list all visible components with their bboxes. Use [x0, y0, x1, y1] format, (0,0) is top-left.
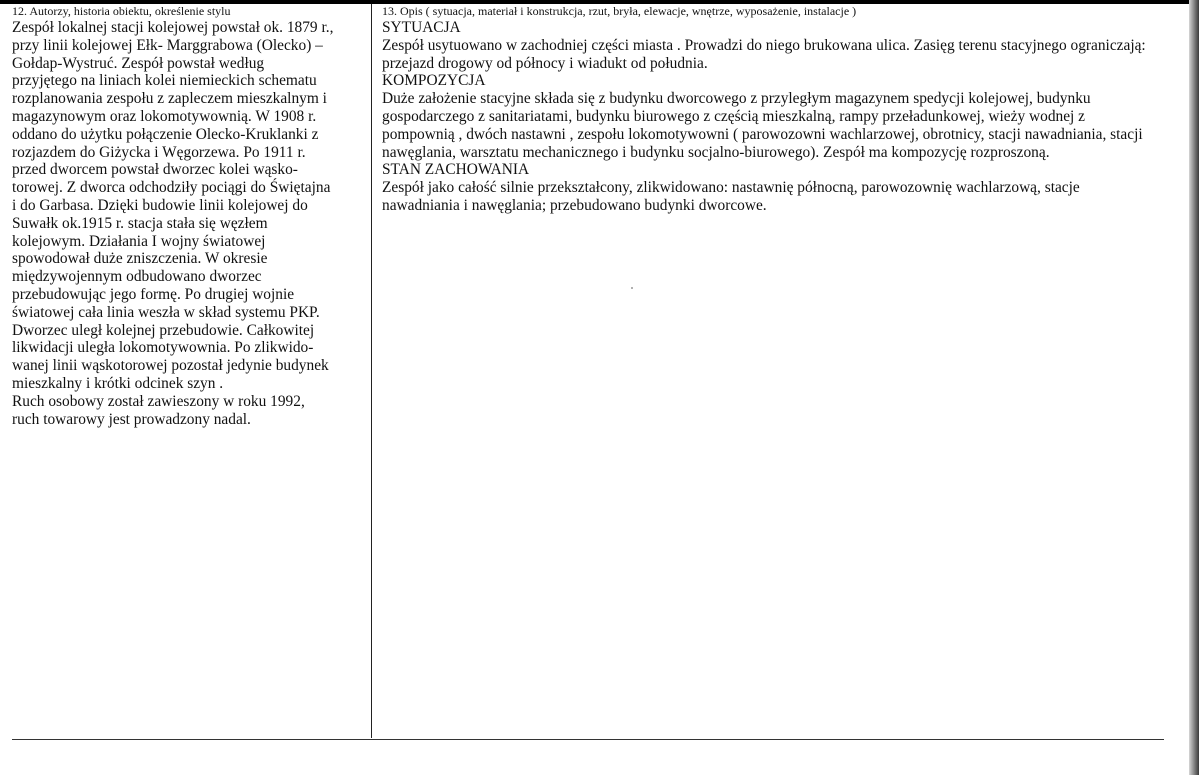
section-heading: STAN ZACHOWANIA [382, 161, 530, 179]
history-line: likwidacji uległa lokomotywownia. Po zlikwido- [12, 339, 314, 357]
history-line: światowej cała linia weszła w skład systemu PKP. [12, 303, 320, 321]
history-line: i do Garbasa. Dzięki budowie linii kolejowej do [12, 196, 308, 214]
section-heading: KOMPOZYCJA [382, 72, 486, 90]
history-line: oddano do użytku połączenie Olecko-Kruklanki z [12, 125, 319, 143]
history-line: przy linii kolejowej Ełk- Marggrabowa (Olecko) – [12, 36, 323, 54]
form-bottom-rule [12, 739, 1164, 740]
section-body: Zespół usytuowano w zachodniej części miasta . Prowadzi do niego brukowana ulica. Zasięg terenu stacyjnego ograniczają: przejazd drogowy od północy i wiadukt od południa. [382, 36, 1146, 72]
section-composition [382, 72, 1188, 161]
field-13-header: 13. Opis ( sytuacja, materiał i konstrukcja, rzut, bryła, elewacje, wnętrze, wyposażenie, instalacje ) [382, 4, 857, 18]
history-line: Dworzec uległ kolejnej przebudowie. Całkowitej [12, 321, 315, 339]
section-body: Duże założenie stacyjne składa się z budynku dworcowego z przyległym magazynem spedycji kolejowej, budynku gospodarczego z sanitariatami, budynku biurowego z częścią mieszkalną, rampy przeładunkowej, wieży wodnej z pompownią , dwóch nastawni , zespołu lokomotywowni ( parowozowni wachlarzowej, obrotnicy, stacji nawadniania, stacji nawęglania, warsztatu mechanicznego i budynku socjalno-biurowego). Zespół ma kompozycję rozproszoną. [382, 90, 1143, 161]
history-line: Zespół lokalnej stacji kolejowej powstał ok. 1879 r., [12, 19, 334, 36]
section-situation [382, 19, 1188, 72]
history-line: międzywojennym odbudowano dworzec [12, 268, 262, 286]
history-line: rozplanowania zespołu z zapleczem mieszkalnym i [12, 90, 327, 108]
section-heading: SYTUACJA [382, 19, 461, 36]
history-text [12, 19, 370, 428]
field-12-header: 12. Autorzy, historia obiektu, określenie stylu [12, 4, 231, 18]
history-line: rozjazdem do Giżycka i Węgorzewa. Po 1911 r. [12, 143, 306, 161]
history-line: torowej. Z dworca odchodziły pociągi do Świętajna [12, 179, 331, 197]
history-line: przebudowując jego formę. Po drugiej wojnie [12, 285, 295, 303]
history-line: Suwałk ok.1915 r. stacja stała się węzłem [12, 214, 268, 232]
history-line: Gołdap-Wystruć. Zespół powstał według [12, 54, 265, 72]
section-body: Zespół jako całość silnie przekształcony, zlikwidowano: nastawnię północną, parowozownię wachlarzową, stacje nawadniania i nawęglania; przebudowano budynki dworcowe. [382, 179, 1080, 214]
scan-speck [631, 287, 633, 289]
history-line: Ruch osobowy został zawieszony w roku 1992, [12, 392, 305, 410]
history-line: przed dworcem powstał dworzec kolei wąsko- [12, 161, 298, 179]
history-line: kolejowym. Działania I wojny światowej [12, 232, 266, 250]
scan-right-edge [1189, 0, 1199, 775]
history-line: mieszkalny i krótki odcinek szyn . [12, 374, 224, 392]
history-line: ruch towarowy jest prowadzony nadal. [12, 410, 251, 428]
section-state-of-preservation [382, 161, 1188, 214]
history-line: przyjętego na liniach kolei niemieckich schematu [12, 72, 317, 90]
field-12-column [0, 4, 370, 738]
history-line: spowodował duże zniszczenia. W okresie [12, 250, 268, 268]
field-13-column [372, 4, 1188, 738]
history-line: wanej linii wąskotorowej pozostał jedynie budynek [12, 357, 329, 375]
history-line: magazynowym oraz lokomotywownią. W 1908 r. [12, 107, 317, 125]
